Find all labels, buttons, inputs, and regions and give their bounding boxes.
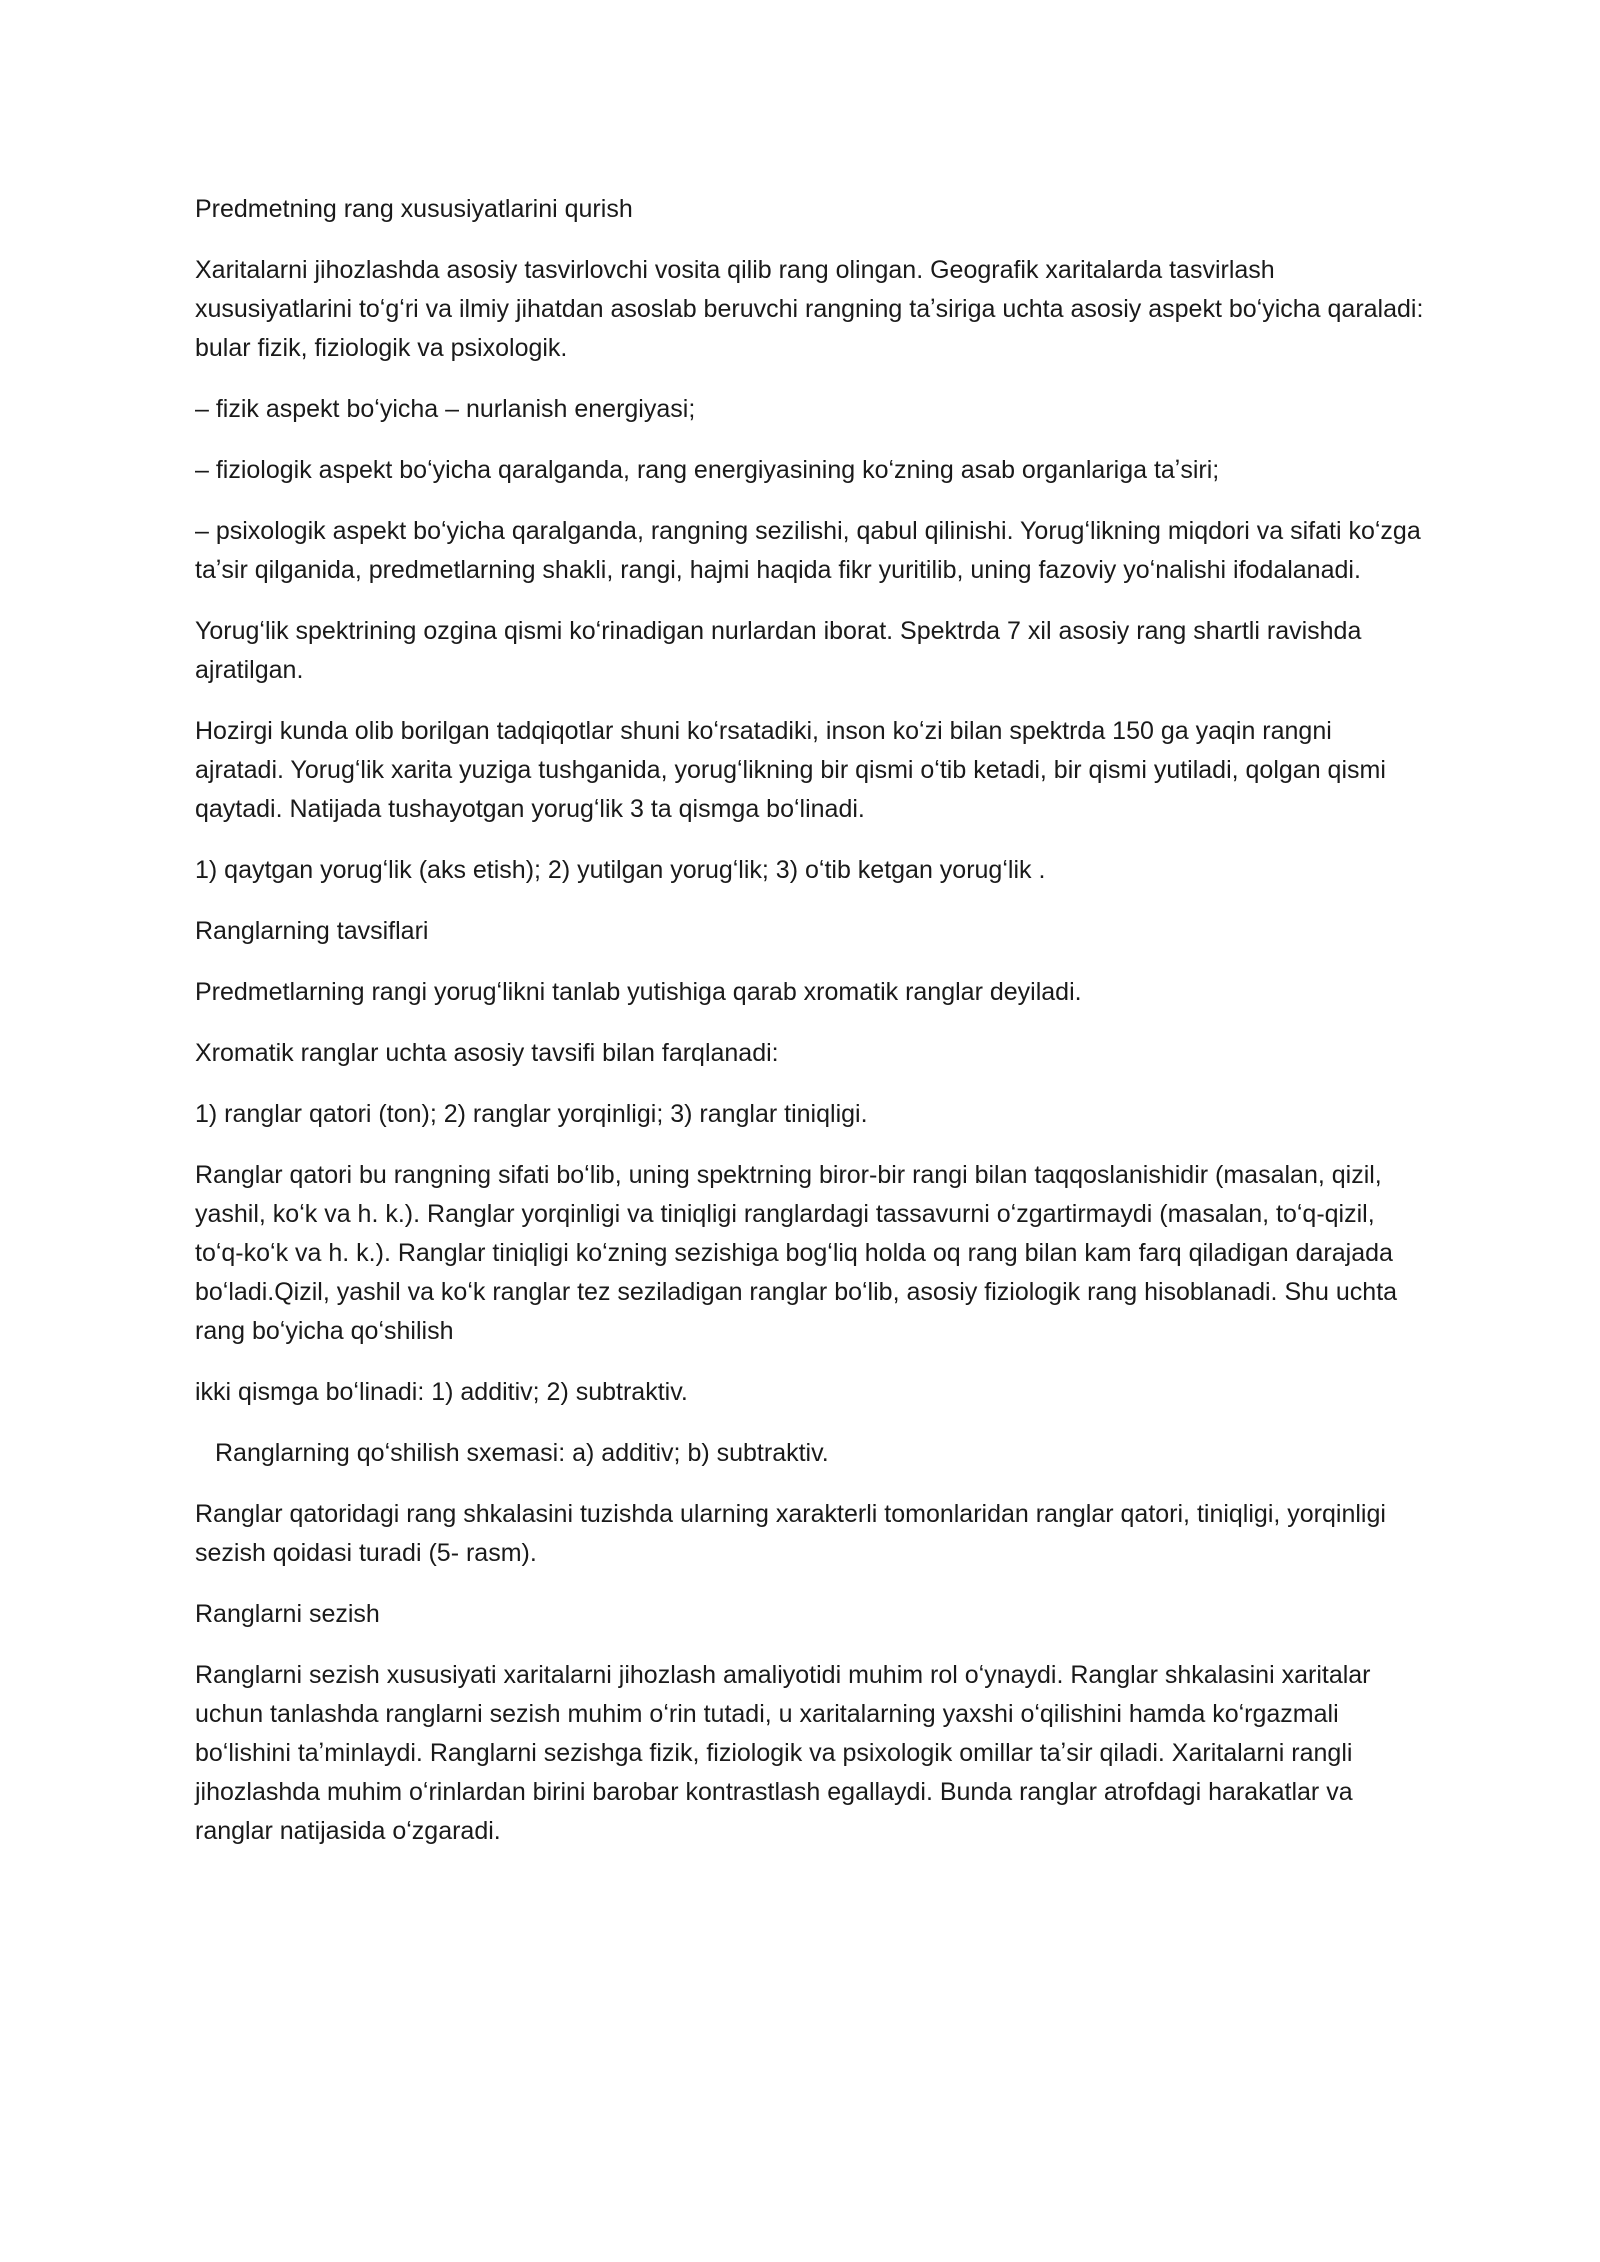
section-heading-color-perception: Ranglarni sezish: [195, 1600, 380, 1628]
section-heading-color-descriptions: Ranglarning tavsiflari: [195, 917, 429, 945]
paragraph-light-parts: 1) qaytgan yorugʻlik (aks etish); 2) yutilgan yorugʻlik; 3) oʻtib ketgan yorugʻlik .: [195, 856, 1046, 884]
paragraph-light-spectrum: Yorugʻlik spektrining ozgina qismi koʻrinadigan nurlardan iborat. Spektrda 7 xil asosiy rang shartli ravishda ajratilgan.: [195, 617, 1362, 684]
list-item-physical-aspect: – fizik aspekt boʻyicha – nurlanish energiyasi;: [195, 395, 696, 423]
paragraph-chromatic-colors: Predmetlarning rangi yorugʻlikni tanlab yutishiga qarab xromatik ranglar deyiladi.: [195, 978, 1082, 1006]
list-item-psychological-aspect: – psixologik aspekt boʻyicha qaralganda, rangning sezilishi, qabul qilinishi. Yorugʻlikning miqdori va sifati koʻzga taʼsir qilganida, predmetlarning shakli, rangi, hajmi haqida fikr yuritilib, uning fazoviy yoʻnalishi ifodalanadi.: [195, 517, 1421, 584]
list-item-physiological-aspect: – fiziologik aspekt boʻyicha qaralganda, rang energiyasining koʻzning asab organlariga taʼsiri;: [195, 456, 1220, 484]
paragraph-research: Hozirgi kunda olib borilgan tadqiqotlar shuni koʻrsatadiki, inson koʻzi bilan spektrda 150 ga yaqin rangni ajratadi. Yorugʻlik xarita yuziga tushganida, yorugʻlikning bir qismi oʻtib ketadi, bir qismi yutiladi, qolgan qismi qaytadi. Natijada tushayotgan yorugʻlik 3 ta qismga boʻlinadi.: [195, 717, 1386, 823]
paragraph-color-scale: Ranglar qatoridagi rang shkalasini tuzishda ularning xarakterli tomonlaridan ranglar qatori, tiniqligi, yorqinligi sezish qoidasi turadi (5- rasm).: [195, 1500, 1386, 1567]
paragraph-color-row-definition: Ranglar qatori bu rangning sifati boʻlib, uning spektrning biror-bir rangi bilan taqqoslanishidir (masalan, qizil, yashil, koʻk va h. k.). Ranglar yorqinligi va tiniqligi ranglardagi tassavurni oʻzgartirmaydi (masalan, toʻq-qizil, toʻq-koʻk va h. k.). Ranglar tiniqligi koʻzning sezishiga bogʻliq holda oq rang bilan kam farq qiladigan darajada boʻladi.Qizil, yashil va koʻk ranglar tez seziladigan ranglar boʻlib, asosiy fiziologik rang hisoblanadi. Shu uchta rang boʻyicha qoʻshilish: [195, 1161, 1398, 1345]
paragraph-mixing-types: ikki qismga boʻlinadi: 1) additiv; 2) subtraktiv.: [195, 1378, 688, 1406]
section-heading-color-properties: Predmetning rang xususiyatlarini qurish: [195, 195, 633, 223]
paragraph-color-aspects: Xaritalarni jihozlashda asosiy tasvirlovchi vosita qilib rang olingan. Geografik xaritalarda tasvirlash xususiyatlarini toʻgʻri va ilmiy jihatdan asoslab beruvchi rangning taʼsiriga uchta asosiy aspekt boʻyicha qaraladi: bular fizik, fiziologik va psixologik.: [195, 256, 1424, 362]
document-page: [195, 190, 1425, 1873]
paragraph-color-properties-list: 1) ranglar qatori (ton); 2) ranglar yorqinligi; 3) ranglar tiniqligi.: [195, 1100, 868, 1128]
paragraph-mixing-scheme: Ranglarning qoʻshilish sxemasi: a) additiv; b) subtraktiv.: [215, 1439, 829, 1467]
paragraph-color-perception: Ranglarni sezish xususiyati xaritalarni jihozlash amaliyotidi muhim rol oʻynaydi. Ranglar shkalasini xaritalar uchun tanlashda ranglarni sezish muhim oʻrin tutadi, u xaritalarning yaxshi oʻqilishini hamda koʻrgazmali boʻlishini taʼminlaydi. Ranglarni sezishga fizik, fiziologik va psixologik omillar taʼsir qiladi. Xaritalarni rangli jihozlashda muhim oʻrinlardan birini barobar kontrastlash egallaydi. Bunda ranglar atrofdagi harakatlar va ranglar natijasida oʻzgaradi.: [195, 1661, 1371, 1845]
paragraph-chromatic-properties: Xromatik ranglar uchta asosiy tavsifi bilan farqlanadi:: [195, 1039, 779, 1067]
